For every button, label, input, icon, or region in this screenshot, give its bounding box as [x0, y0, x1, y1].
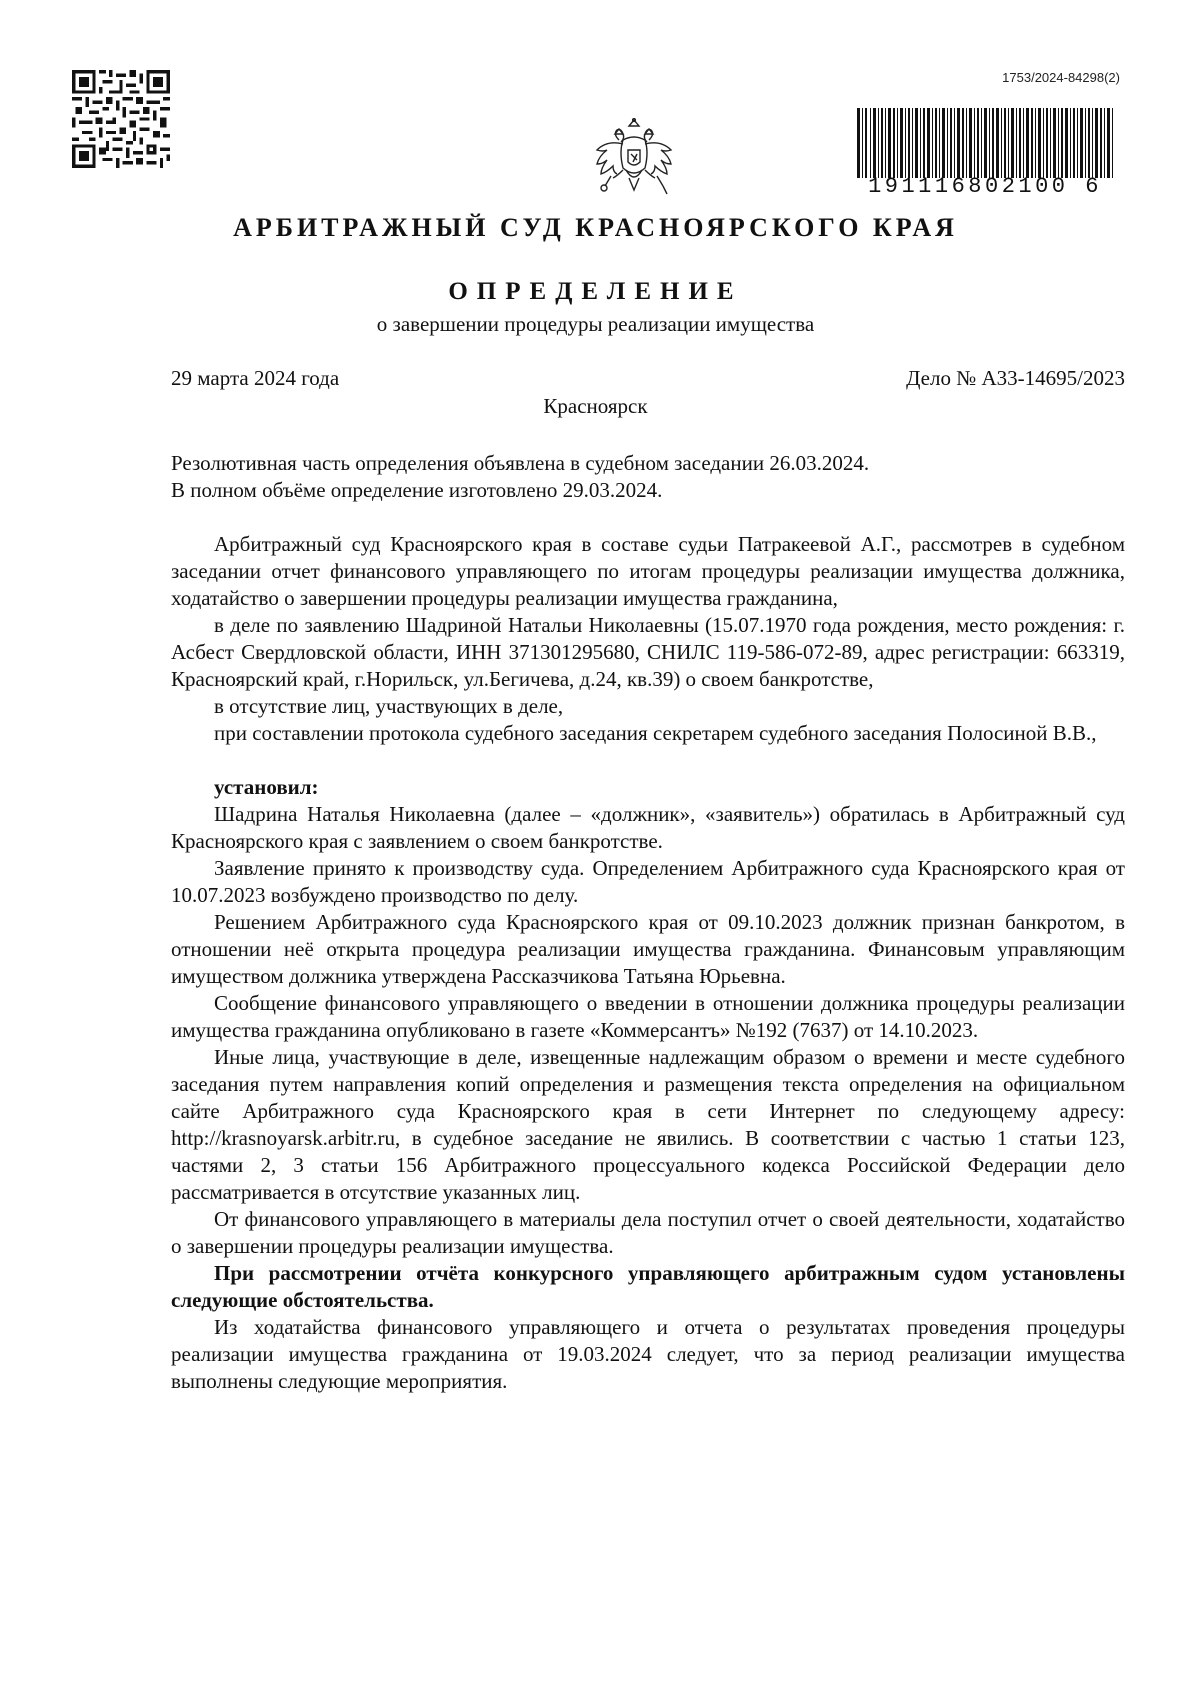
paragraph-11: При рассмотрении отчёта конкурсного управляющего арбитражным судом установлены следующие обстоятельства.: [171, 1261, 1125, 1312]
paragraph-8: Сообщение финансового управляющего о введении в отношении должника процедуры реализации имущества гражданина опубликовано в газете «Коммерсантъ» №192 (7637) от 14.10.2023.: [171, 991, 1125, 1042]
paragraph-12: Из ходатайства финансового управляющего и отчета о результатах проведения процедуры реализации имущества гражданина от 19.03.2024 следует, что за период реализации имущества выполнены следующие мероприятия.: [171, 1315, 1125, 1393]
qr-code-icon: [72, 70, 170, 168]
russian-coat-of-arms-icon: [593, 118, 675, 212]
document-body: [171, 450, 1125, 1395]
paragraph-5: Шадрина Наталья Николаевна (далее – «должник», «заявитель») обратилась в Арбитражный суд Красноярского края с заявлением о своем банкротстве.: [171, 802, 1125, 853]
established-heading: установил:: [214, 775, 319, 799]
intro-line-1: Резолютивная часть определения объявлена в судебном заседании 26.03.2024.: [171, 451, 870, 475]
paragraph-2: в деле по заявлению Шадриной Натальи Николаевны (15.07.1970 года рождения, место рождения: г. Асбест Свердловской области, ИНН 371301295680, СНИЛС 119-586-072-89, адрес регистрации: 663319, Красноярский край, г.Норильск, ул.Бегичева, д.24, кв.39) о своем банкротстве,: [171, 613, 1125, 691]
document-subtitle: о завершении процедуры реализации имущества: [376, 312, 815, 336]
case-number: Дело № А33-14695/2023: [906, 366, 1125, 390]
court-name: АРБИТРАЖНЫЙ СУД КРАСНОЯРСКОГО КРАЯ: [233, 213, 958, 242]
barcode-number: 191116802100 6: [868, 174, 1102, 199]
barcode-icon: [857, 108, 1113, 178]
document-date: 29 марта 2024 года: [171, 366, 340, 390]
paragraph-7: Решением Арбитражного суда Красноярского края от 09.10.2023 должник признан банкротом, в отношении неё открыта процедура реализации имущества гражданина. Финансовым управляющим имуществом должника утверждена Рассказчикова Татьяна Юрьевна.: [171, 910, 1125, 988]
document-case-code: 1753/2024-84298(2): [1002, 70, 1120, 85]
paragraph-4: при составлении протокола судебного заседания секретарем судебного заседания Полосиной В.В.,: [214, 721, 1097, 745]
document-city: Красноярск: [543, 394, 648, 418]
paragraph-10: От финансового управляющего в материалы дела поступил отчет о своей деятельности, ходатайство о завершении процедуры реализации имущества.: [171, 1207, 1125, 1258]
paragraph-9: Иные лица, участвующие в деле, извещенные надлежащим образом о времени и месте судебного заседания путем направления копий определения и размещения текста определения на официальном сайте Арбитражного суда Красноярского края в сети Интернет по следующему адресу: http://krasnoyarsk.arbitr.ru, в судебное заседание не явились. В соответствии с частью 1 статьи 123, частями 2, 3 статьи 156 Арбитражного процессуального кодекса Российской Федерации дело рассматривается в отсутствие указанных лиц.: [171, 1045, 1125, 1204]
paragraph-6: Заявление принято к производству суда. Определением Арбитражного суда Красноярского края от 10.07.2023 возбуждено производство по делу.: [171, 856, 1125, 907]
paragraph-3: в отсутствие лиц, участвующих в деле,: [214, 694, 564, 718]
paragraph-1: Арбитражный суд Красноярского края в составе судьи Патракеевой А.Г., рассмотрев в судебном заседании отчет финансового управляющего по итогам процедуры реализации имущества должника, ходатайство о завершении процедуры реализации имущества гражданина,: [171, 532, 1125, 610]
document-type: ОПРЕДЕЛЕНИЕ: [448, 278, 743, 305]
intro-line-2: В полном объёме определение изготовлено 29.03.2024.: [171, 478, 663, 502]
